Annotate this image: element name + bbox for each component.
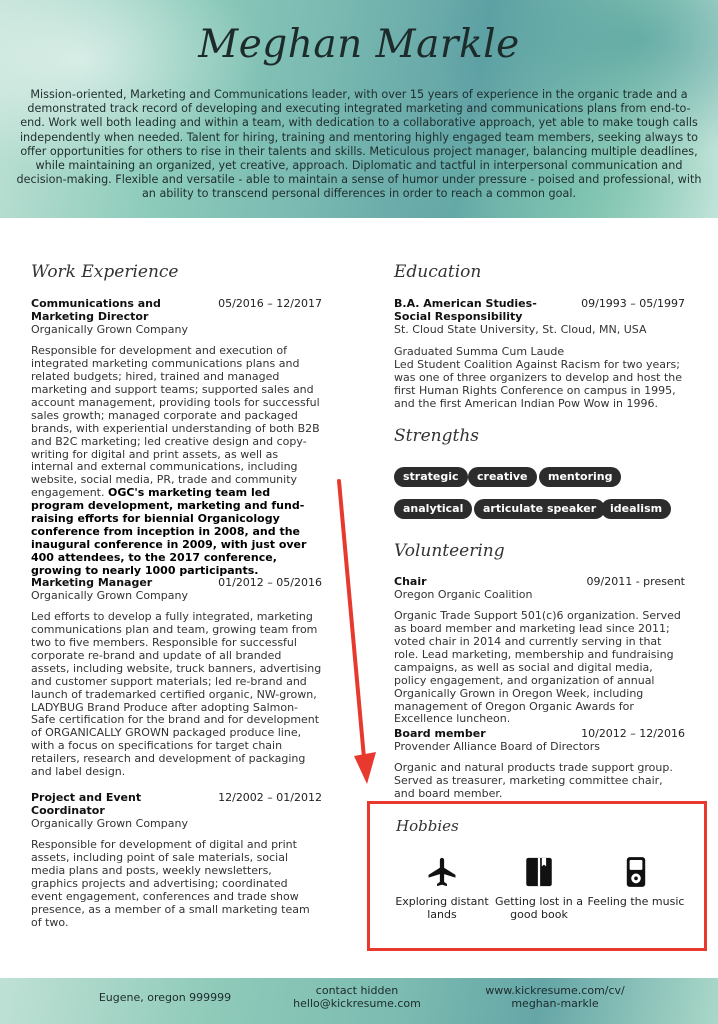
volunteer-dates: 10/2012 – 12/2016 bbox=[581, 727, 685, 740]
degree-title: B.A. American Studies- Social Responsibility bbox=[394, 297, 537, 324]
hobby-label: Exploring distant lands bbox=[395, 895, 489, 921]
footer-email[interactable]: hello@kickresume.com bbox=[293, 997, 421, 1010]
volunteer-description: Organic Trade Support 501(c)6 organization. Served as board member and marketing lead since 2011; voted chair in 2014 and currently serving in that role. Lead marketing, membership and fundraising campaigns, as well as social and digital media, policy engagement, and organization of annual Organically Grown in Oregon Week, including management of Oregon Organic Awards for Excellence luncheon. bbox=[394, 609, 681, 726]
job-dates: 01/2012 – 05/2016 bbox=[218, 576, 322, 589]
volunteer-description: Organic and natural products trade support group. Served as treasurer, marketing committee chair, and board member. bbox=[394, 761, 673, 800]
annotation-arrow bbox=[330, 478, 380, 788]
footer-address: Eugene, oregon 999999 bbox=[98, 991, 232, 1004]
music-player-icon bbox=[619, 855, 653, 889]
airplane-icon bbox=[425, 855, 459, 889]
footer-url-line1[interactable]: www.kickresume.com/cv/ bbox=[485, 984, 625, 997]
footer-url-line2[interactable]: meghan-markle bbox=[511, 997, 599, 1010]
job-company: Organically Grown Company bbox=[31, 589, 188, 603]
hobby-item bbox=[489, 855, 589, 921]
volunteer-role: Board member bbox=[394, 727, 486, 740]
work-experience-heading: Work Experience bbox=[31, 262, 179, 282]
footer-website[interactable] bbox=[470, 984, 640, 1010]
strength-chip: strategic bbox=[394, 467, 468, 487]
book-icon bbox=[522, 855, 556, 889]
education-description: Graduated Summa Cum Laude Led Student Coalition Against Racism for two years; was one of three organizers to develop and host the first Human Rights Conference on campus in 1995, and the first American Indian Pow Wow in 1996. bbox=[394, 345, 683, 410]
hobby-item bbox=[586, 855, 686, 908]
job-title: Project and Event Coordinator bbox=[31, 791, 142, 818]
job-company: Organically Grown Company bbox=[31, 323, 188, 337]
job-description bbox=[31, 345, 322, 577]
hobby-label: Getting lost in a good book bbox=[494, 895, 584, 921]
job-title: Marketing Manager bbox=[31, 576, 153, 589]
header-banner bbox=[0, 0, 718, 218]
strength-chip: mentoring bbox=[539, 467, 621, 487]
volunteering-heading: Volunteering bbox=[394, 541, 505, 561]
strength-chip: articulate speaker bbox=[474, 499, 605, 519]
job-title: Communications and Marketing Director bbox=[31, 297, 161, 324]
education-dates: 09/1993 – 05/1997 bbox=[581, 297, 685, 310]
hobby-label: Feeling the music bbox=[587, 895, 685, 908]
hobby-item bbox=[392, 855, 492, 921]
volunteer-organization: Provender Alliance Board of Directors bbox=[394, 740, 601, 754]
job-entry-3 bbox=[31, 791, 322, 930]
education-entry bbox=[394, 297, 685, 411]
volunteer-entry-2 bbox=[394, 727, 685, 801]
professional-summary: Mission-oriented, Marketing and Communications leader, with over 15 years of experience in the organic trade and a demonstrated track record of developing and executing integrated marketing and communications plans from end-to-end. Work well both leading and within a team, with dedication to a collaborative approach, yet able to make tough calls independently when needed. Talent for hiring, training and mentoring highly engaged team members, seeking always to offer opportunities for others to rise in their talents and skills. Meticulous project manager, balancing multiple deadlines, while maintaining an organized, yet creative, approach. Diplomatic and tactful in interpersonal communication and decision-making. Flexible and versatile - able to maintain a sense of humor under pressure - poised and professional, with an ability to transcend personal differences in order to reach a common goal. bbox=[16, 88, 702, 201]
job-highlight-text: OGC's marketing team led program development, marketing and fund-raising efforts for biennial Organicology conference from inception in 2008, and the inaugural conference in 2009, with just over 400 attendees, to the 2017 conference, growing to nearly 1000 participants. bbox=[31, 486, 307, 577]
volunteer-dates: 09/2011 - present bbox=[586, 575, 685, 588]
job-entry-1 bbox=[31, 297, 322, 578]
strength-chip: idealism bbox=[601, 499, 671, 519]
volunteer-entry-1 bbox=[394, 575, 685, 726]
volunteer-role: Chair bbox=[394, 575, 427, 588]
education-school: St. Cloud State University, St. Cloud, MN, USA bbox=[394, 323, 647, 337]
education-heading: Education bbox=[394, 262, 482, 282]
hobbies-heading: Hobbies bbox=[396, 817, 459, 835]
job-company: Organically Grown Company bbox=[31, 817, 188, 831]
footer-contact-text: contact hidden bbox=[315, 984, 399, 997]
footer-contact bbox=[282, 984, 432, 1010]
volunteer-organization: Oregon Organic Coalition bbox=[394, 588, 533, 602]
job-description: Led efforts to develop a fully integrated, marketing communications plan and team, growing team from two to five members. Responsible for successful corporate re-brand and update of all branded assets, including website, truck banners, advertising and customer support materials; led re-brand and launch of trademarked certified organic, NW-grown, LADYBUG Brand Produce after adopting Salmon-Safe certification for the brand and for development of ORGANICALLY GROWN packaged produce line, with a focus on specifications for target chain retailers, research and development of packaging and label design. bbox=[31, 610, 322, 779]
job-dates: 12/2002 – 01/2012 bbox=[218, 791, 322, 804]
job-description: Responsible for development of digital and print assets, including point of sale materials, social media plans and posts, weekly newsletters, graphics projects and advertising; coordinated event engagement, conferences and trade show presence, as a member of a small marketing team of two. bbox=[31, 838, 310, 929]
strengths-heading: Strengths bbox=[394, 426, 479, 446]
candidate-name: Meghan Markle bbox=[198, 22, 520, 67]
job-entry-2 bbox=[31, 576, 322, 779]
strength-chip: creative bbox=[468, 467, 537, 487]
job-dates: 05/2016 – 12/2017 bbox=[218, 297, 322, 310]
job-description-text: Responsible for development and execution of integrated marketing communications plans and related budgets; hired, trained and managed marketing and support teams; supported sales and account management, providing tools for successful sales growth; managed corporate and packaged brands, with experiential understanding of both B2B and B2C marketing; led creative design and copy-writing for digital and print assets, as well as internal and external communications, including website, social media, PR, trade and community engagement. bbox=[31, 344, 320, 500]
footer-banner bbox=[0, 978, 718, 1024]
strength-chip: analytical bbox=[394, 499, 472, 519]
